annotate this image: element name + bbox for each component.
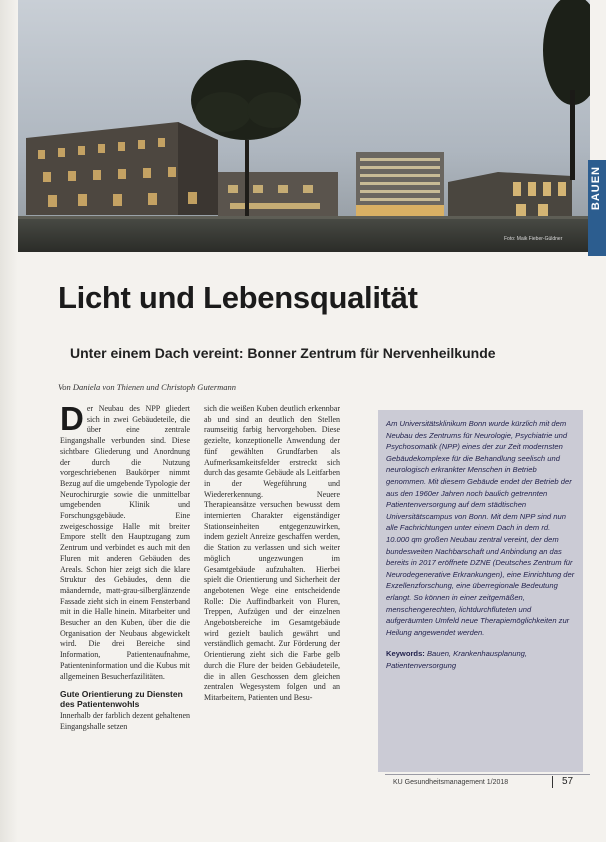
section-tab-label: BAUEN — [590, 166, 602, 211]
section-tab[interactable] — [588, 160, 606, 256]
keywords-label: Keywords: — [386, 649, 425, 659]
drop-cap: D — [60, 400, 84, 437]
text-column-1 — [60, 400, 190, 733]
hero-photo — [18, 0, 590, 252]
article-byline: Von Daniela von Thienen und Christoph Gutermann — [58, 382, 237, 392]
binding-shadow — [0, 0, 18, 842]
keywords-line — [386, 648, 575, 671]
intro-text: er Neubau des NPP gliedert sich in zwei Gebäudeteile, die über eine zentrale Eingangshalle verbunden sind. Diese sichtbare Gliederung und Anordnung der durch die Nutzung vorgeschriebenen Baukörper nimmt Bezug auf die umgebende Typologie der Neurochirurgie sowie die unmittelbar umgebenden Klinik und Forschungsgebäude. Eine zweigeschossige Halle mit breiter Empore stellt den Hauptzugang zum Zentrum und verbindet es auch mit den Fluren mit anderen Gebäuden des Areals. Schon hier zeigt sich die klare Struktur des Gebäudes, denn die mäandernde, matt-grau-silberglänzende Fassade zieht sich in einem Fensterband mit in die Halle hinein. Mitarbeiter und Besucher an den Kuben, über die die Organisation der Neubaus abgewickelt wird. Die drei Bereiche sind Information, Patientenaufnahme, Patienteninformation und die Kubus mit allgemeinen Besucherfazilitäten. — [60, 404, 190, 681]
abstract-content — [378, 410, 583, 671]
building-illustration — [18, 0, 590, 252]
article-subtitle: Unter einem Dach vereint: Bonner Zentrum für Nervenheilkunde — [70, 345, 496, 361]
article-title: Licht und Lebensqualität — [58, 280, 418, 315]
photo-credit: Foto: Maik Fieber-Güldner — [504, 236, 563, 242]
page-number: 57 — [562, 776, 574, 787]
footer-separator — [552, 776, 553, 788]
section-heading: Gute Orientierung zu Diensten des Patientenwohls — [60, 689, 183, 710]
intro-paragraph — [60, 400, 190, 682]
journal-footer: KU Gesundheitsmanagement 1/2018 — [393, 779, 509, 786]
keywords-values: Bauen, Krankenhausplanung, Patientenversorgung — [386, 649, 528, 670]
column-2-paragraph: sich die weißen Kuben deutlich erkennbar ab und sind an deutlich den Stellen raumseitig farbig hervorgehoben. Diese gezielte, konzeptionelle Anwendung der fünf gewählten Grundfarben als Aufmerksamkeitsfelder erstreckt sich durch das gesamte Gebäude als Leitfarben in der Wegeführung und Wiedererkennung. Neuere Therapieansätze versuchen bewusst dem internierten Charakter eigenständiger Stationseinheiten entgegenzuwirken, indem gezielt Anreize geschaffen werden, die Station zu verlassen und sich weiter möglich ungezwungen im Gesamtgebäude aufzuhalten. Hierbei spielt die Orientierung und Sicherheit der angebotenen Wege eine entscheidende Rolle: Die Auffindbarkeit von Fluren, Treppen, Aufzügen und der einzelnen Angebotsbereiche im Gesamtgebäude wird gezielt baulich gewährt und verständlich gemacht. Zur Förderung der Orientierung zieht sich die Farbe gelb durch die Flure der beiden Gebäudeteile, die in allen Geschossen dem gleichen zentralen Wegesystem folgen und an Mitarbeitern, Patienten und Besu- — [204, 404, 340, 702]
footer-divider — [385, 774, 590, 775]
section-paragraph: Innerhalb der farblich dezent gehaltenen Eingangshalle setzen — [60, 711, 190, 731]
text-column-2 — [204, 404, 340, 704]
abstract-box — [378, 410, 583, 772]
abstract-text: Am Universitätsklinikum Bonn wurde kürzlich mit dem Neubau des Zentrums für Neurologie, Psychiatrie und Psychosomatik (NPP) eines der zur Zeit modernsten Gebäudekomplexe für die Behandlung seelisch und neurologisch erkrankter Menschen in Betrieb genommen. Mit diesem Gebäude endet der Betrieb der aus den 1960er Jahren noch baulich getrennten Patientenversorgung auf dem städtischen Universitätscampus von Bonn. Mit dem NPP sind nun alle Fachrichtungen unter einem Dach in dem rd. 10.000 qm großen Neubau zentral vereint, der dem bundesweiten Nachbarschaft und Anbindung an das bereits in 2017 eröffnete DZNE (Deutsches Zentrum für Neurodegenerative Erkrankungen), eine Einrichtung der Exzellenzforschung, eine überregionale Bedeutung erlangt. So können in einer zeitgemäßen, menschengerechten, lichtdurchfluteten und aufgeräumten Umfeld neue Therapiemöglichkeiten zur Heilung angewendet werden. — [386, 419, 575, 637]
